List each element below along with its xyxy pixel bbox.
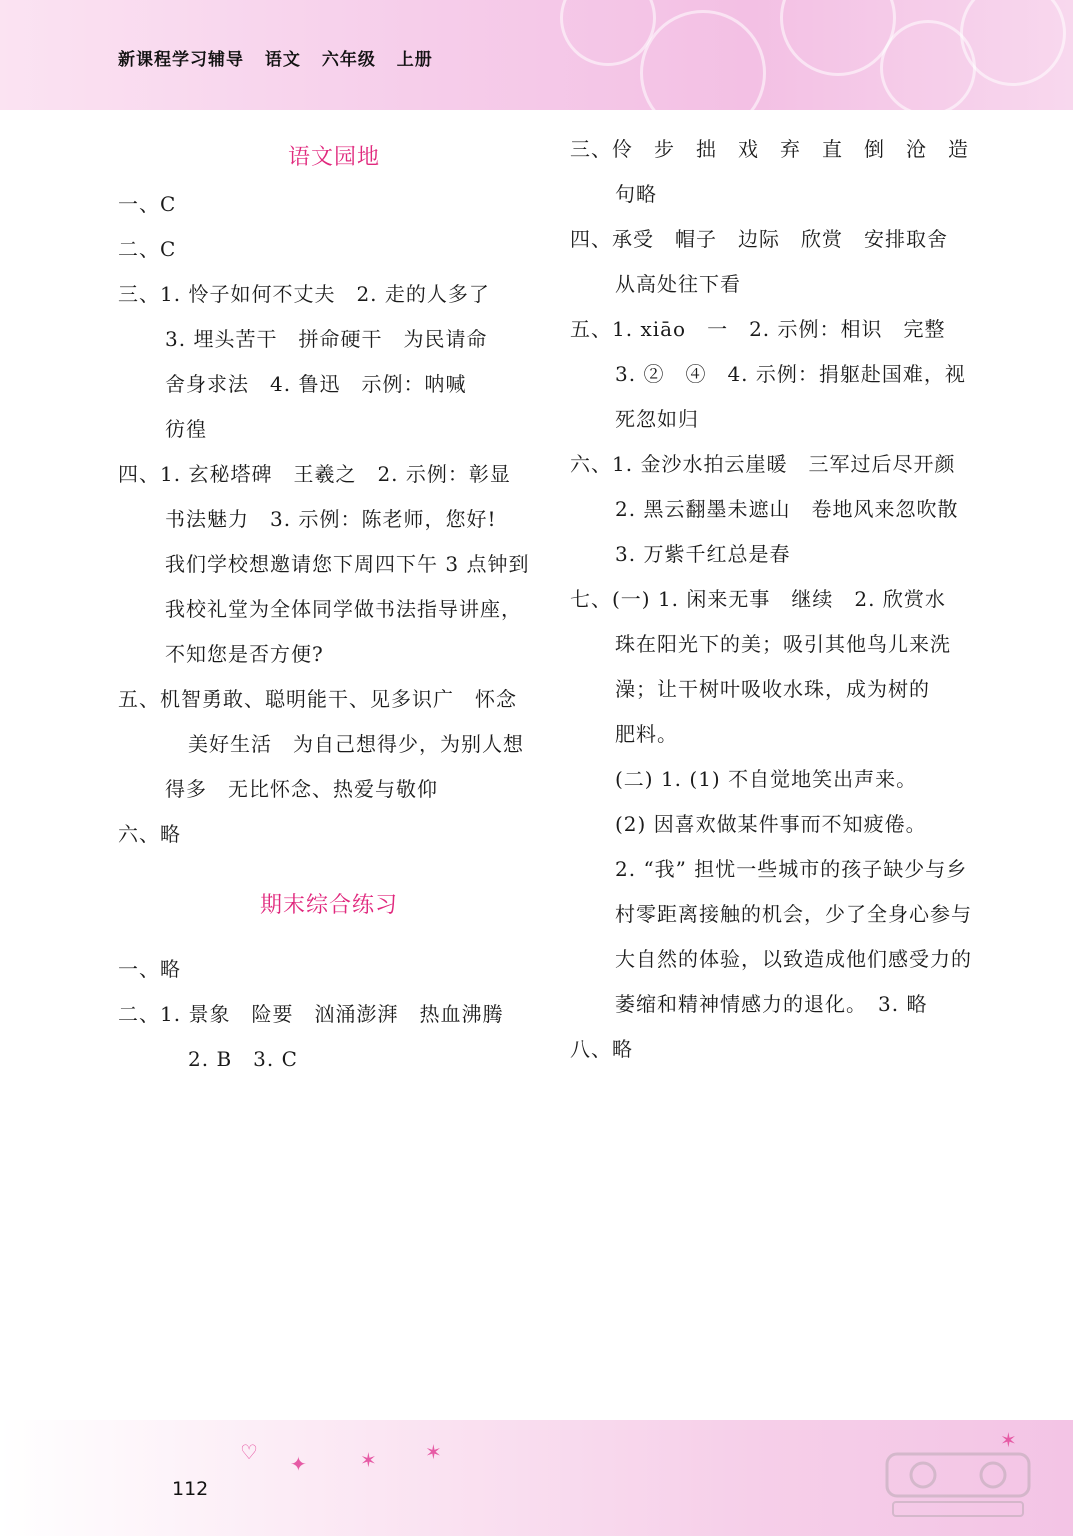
section-title-yuwen-yuandi: 语文园地 [288,145,381,170]
answer-line: 四、1. 玄秘塔碑 王羲之 2. 示例：彰显 [118,462,511,486]
header-grade: 六年级 [321,50,376,70]
answer-line: 3. 埋头苦干 拼命硬干 为民请命 [165,327,488,351]
page-number: 112 [172,1478,209,1500]
heart-decoration-icon: ♡ [240,1440,258,1464]
answer-line: 三、伶 步 拙 戏 弃 直 倒 沧 造 [570,137,969,161]
star-decoration-icon: ✶ [425,1440,442,1464]
answer-line: 死忽如归 [615,407,699,431]
watermark-logo-icon [883,1450,1033,1520]
answer-line: 3. 万紫千红总是春 [615,542,791,566]
answer-line: 四、承受 帽子 边际 欣赏 安排取舍 [570,227,948,251]
answer-line: 我们学校想邀请您下周四下午 3 点钟到 [165,552,530,576]
answer-line: 六、略 [118,822,181,846]
answer-line: 五、1. xiāo 一 2. 示例：相识 完整 [570,317,946,341]
answer-line: (二) 1. (1) 不自觉地笑出声来。 [615,767,918,791]
answer-line: 三、1. 怜子如何不丈夫 2. 走的人多了 [118,282,490,306]
answer-line: 从高处往下看 [615,272,741,296]
header-series: 新课程学习辅导 [118,50,244,70]
answer-line: 句略 [615,182,657,206]
header-subject: 语文 [264,50,301,70]
answer-line: 书法魅力 3. 示例：陈老师，您好! [165,507,497,531]
answer-line: 大自然的体验，以致造成他们感受力的 [615,947,972,971]
header-volume: 上册 [396,50,433,70]
answer-line: 2. “我” 担忧一些城市的孩子缺少与乡 [615,857,968,881]
answer-line: 一、略 [118,957,181,981]
answer-line: (2) 因喜欢做某件事而不知疲倦。 [615,812,927,836]
answer-line: 我校礼堂为全体同学做书法指导讲座， [165,597,522,621]
decorative-circle [960,0,1066,86]
answer-line: 珠在阳光下的美；吸引其他鸟儿来洗 [615,632,951,656]
decorative-circle [640,10,766,136]
decorative-circle [780,0,896,76]
answer-line: 二、1. 景象 险要 汹涌澎湃 热血沸腾 [118,1002,504,1026]
star-decoration-icon: ✶ [1000,1428,1017,1452]
answer-line: 六、1. 金沙水拍云崖暖 三军过后尽开颜 [570,452,956,476]
answer-line: 得多 无比怀念、热爱与敬仰 [165,777,438,801]
answer-line: 二、C [118,237,177,261]
answer-line: 彷徨 [165,417,207,441]
answer-line: 萎缩和精神情感力的退化。 3. 略 [615,992,928,1016]
answer-line: 2. 黑云翻墨未遮山 卷地风来忽吹散 [615,497,959,521]
star-decoration-icon: ✶ [360,1448,377,1472]
answer-line: 3. ② ④ 4. 示例：捐躯赴国难，视 [615,362,966,386]
answer-line: 肥料。 [615,722,678,746]
answer-line: 五、机智勇敢、聪明能干、见多识广 怀念 [118,687,517,711]
section-title-qimo-zonghe: 期末综合练习 [260,893,399,918]
answer-line: 不知您是否方便? [165,642,324,666]
answer-line: 澡；让干树叶吸收水珠，成为树的 [615,677,930,701]
answer-line: 美好生活 为自己想得少，为别人想 [188,732,524,756]
answer-line: 一、C [118,192,177,216]
running-header [118,45,447,70]
answer-line: 八、略 [570,1037,633,1061]
answer-line: 村零距离接触的机会，少了全身心参与 [615,902,972,926]
answer-line: 2. B 3. C [188,1047,298,1071]
answer-line: 舍身求法 4. 鲁迅 示例：呐喊 [165,372,467,396]
answer-line: 七、(一) 1. 闲来无事 继续 2. 欣赏水 [570,587,946,611]
star-decoration-icon: ✦ [290,1452,307,1476]
